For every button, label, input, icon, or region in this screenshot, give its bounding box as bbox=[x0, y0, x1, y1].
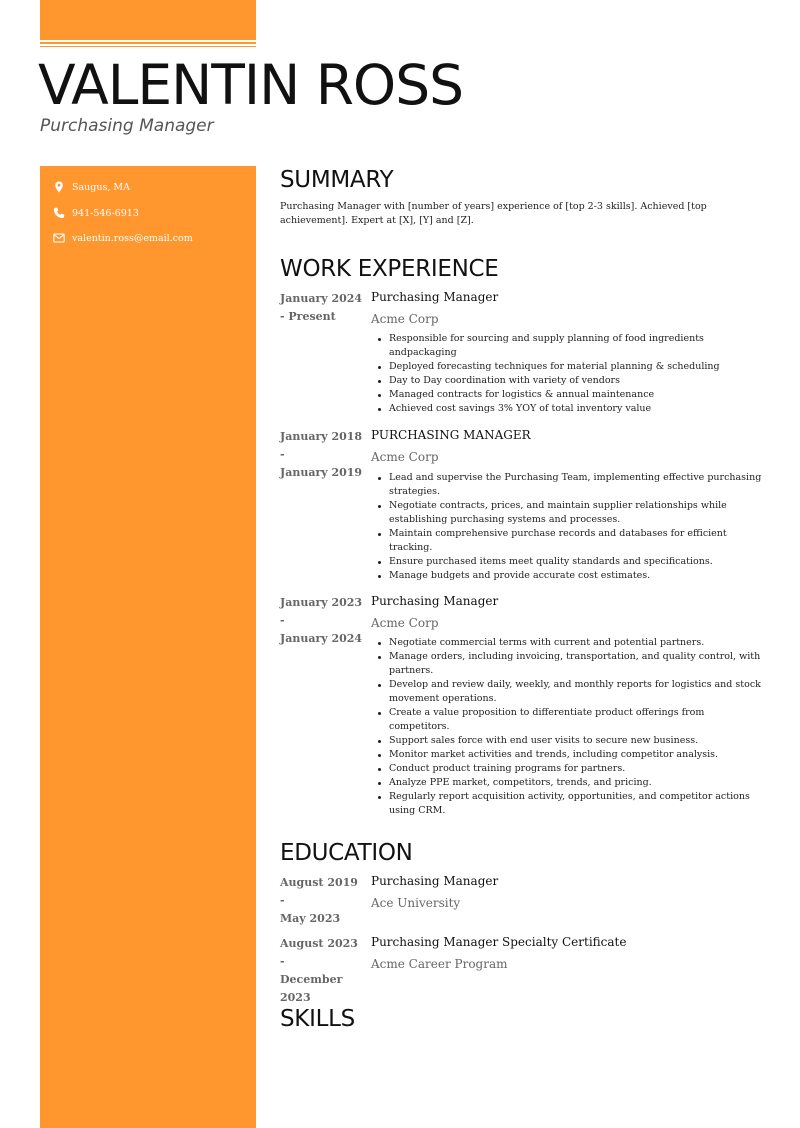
contact-location bbox=[52, 180, 130, 194]
experience-dates bbox=[280, 428, 366, 482]
list-item: Monitor market activities and trends, including competitor analysis. bbox=[371, 748, 766, 762]
date-end: - Present bbox=[280, 310, 336, 323]
institution-name: Ace University bbox=[371, 896, 461, 910]
skills-heading: SKILLS bbox=[280, 1006, 355, 1032]
degree-title: Purchasing Manager bbox=[371, 874, 499, 888]
experience-dates bbox=[280, 594, 366, 648]
list-item: Create a value proposition to differentiate product offerings from competitors. bbox=[371, 706, 766, 734]
list-item: Negotiate contracts, prices, and maintain supplier relationships while establishing purchasing systems and processes. bbox=[371, 499, 766, 527]
date-start: January 2024 bbox=[280, 292, 363, 305]
list-item: Achieved cost savings 3% YOY of total inventory value bbox=[371, 402, 766, 416]
work-experience-heading: WORK EXPERIENCE bbox=[280, 256, 499, 282]
responsibility-list bbox=[371, 471, 766, 583]
experience-dates bbox=[280, 290, 366, 326]
list-item: Regularly report acquisition activity, opportunities, and competitor actions using CRM. bbox=[371, 790, 766, 818]
contact-email[interactable] bbox=[52, 231, 193, 245]
responsibility-list bbox=[371, 636, 766, 818]
list-item: Manage orders, including invoicing, transportation, and quality control, with partners. bbox=[371, 650, 766, 678]
header-accent-line-thin bbox=[40, 46, 256, 47]
date-end: January 2024 bbox=[280, 632, 363, 645]
contact-phone-text: 941-546-6913 bbox=[72, 207, 139, 219]
header-accent-line bbox=[40, 42, 256, 44]
date-start: August 2019 - bbox=[280, 876, 358, 907]
list-item: Maintain comprehensive purchase records and databases for efficient tracking. bbox=[371, 527, 766, 555]
list-item: Responsible for sourcing and supply planning of food ingredients andpackaging bbox=[371, 332, 766, 360]
date-separator: - bbox=[280, 614, 285, 627]
date-end: January 2019 bbox=[280, 466, 363, 479]
list-item: Managed contracts for logistics & annual maintenance bbox=[371, 388, 766, 402]
list-item: Analyze PPE market, competitors, trends, and pricing. bbox=[371, 776, 766, 790]
list-item: Day to Day coordination with variety of vendors bbox=[371, 374, 766, 388]
candidate-name: VALENTIN ROSS bbox=[38, 53, 464, 117]
list-item: Lead and supervise the Purchasing Team, implementing effective purchasing strategies. bbox=[371, 471, 766, 499]
date-start: January 2023 bbox=[280, 596, 363, 609]
responsibility-list bbox=[371, 332, 766, 416]
degree-title: Purchasing Manager Specialty Certificate bbox=[371, 935, 627, 949]
job-title: Purchasing Manager bbox=[371, 594, 499, 608]
list-item: Deployed forecasting techniques for material planning & scheduling bbox=[371, 360, 766, 374]
list-item: Manage budgets and provide accurate cost estimates. bbox=[371, 569, 766, 583]
list-item: Conduct product training programs for partners. bbox=[371, 762, 766, 776]
phone-icon bbox=[52, 206, 66, 220]
education-dates bbox=[280, 874, 366, 928]
job-title: PURCHASING MANAGER bbox=[371, 428, 531, 442]
date-separator: - bbox=[280, 448, 285, 461]
company-name: Acme Corp bbox=[371, 450, 439, 464]
list-item: Support sales force with end user visits to secure new business. bbox=[371, 734, 766, 748]
education-dates bbox=[280, 935, 366, 1007]
sidebar bbox=[40, 166, 256, 1128]
summary-text: Purchasing Manager with [number of years] experience of [top 2-3 skills]. Achieved [top achievement]. Expert at [X], [Y] and [Z]. bbox=[280, 201, 707, 226]
contact-phone[interactable] bbox=[52, 206, 139, 220]
date-end: December 2023 bbox=[280, 973, 343, 1004]
contact-email-text: valentin.ross@email.com bbox=[72, 232, 193, 244]
location-pin-icon bbox=[52, 180, 66, 194]
email-icon bbox=[52, 231, 66, 245]
date-start: August 2023 - bbox=[280, 937, 358, 968]
list-item: Negotiate commercial terms with current and potential partners. bbox=[371, 636, 766, 650]
education-heading: EDUCATION bbox=[280, 840, 413, 866]
list-item: Develop and review daily, weekly, and monthly reports for logistics and stock movement operations. bbox=[371, 678, 766, 706]
list-item: Ensure purchased items meet quality standards and specifications. bbox=[371, 555, 766, 569]
summary-heading: SUMMARY bbox=[280, 167, 394, 193]
job-title: Purchasing Manager bbox=[371, 290, 499, 304]
contact-location-text: Saugus, MA bbox=[72, 181, 130, 193]
candidate-role: Purchasing Manager bbox=[40, 116, 214, 136]
date-start: January 2018 bbox=[280, 430, 363, 443]
company-name: Acme Corp bbox=[371, 312, 439, 326]
company-name: Acme Corp bbox=[371, 616, 439, 630]
date-end: May 2023 bbox=[280, 912, 341, 925]
institution-name: Acme Career Program bbox=[371, 957, 508, 971]
header-accent-band bbox=[40, 0, 256, 40]
